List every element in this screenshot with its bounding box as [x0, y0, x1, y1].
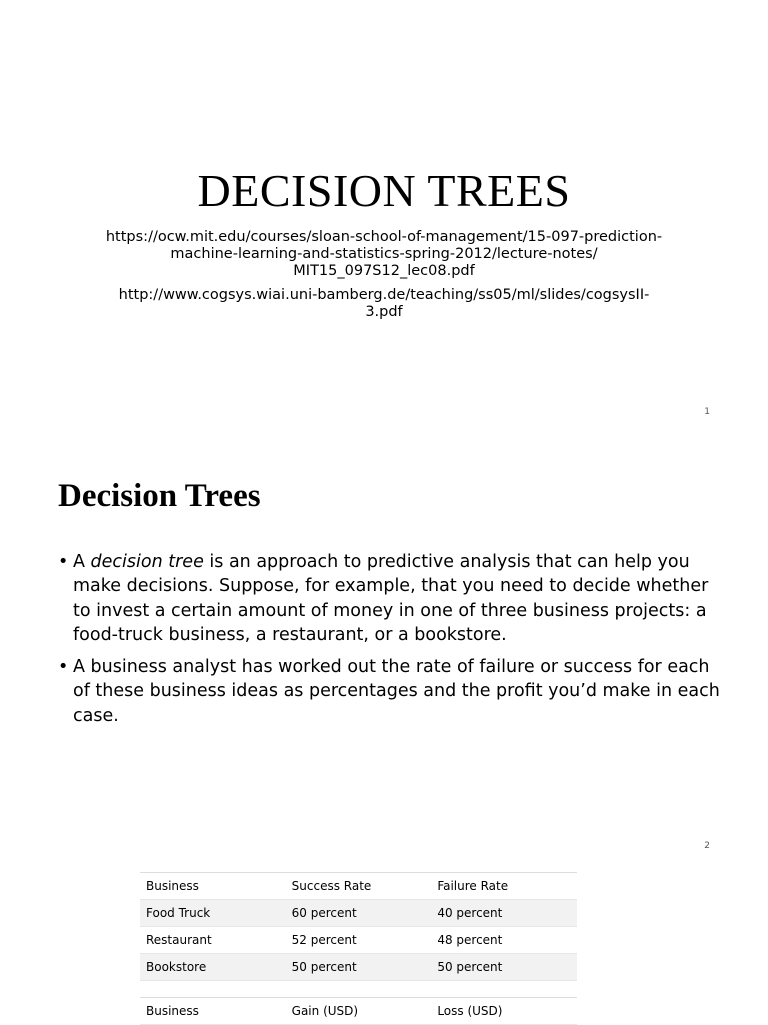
table-header-row: [140, 873, 577, 900]
table-header-cell: Success Rate: [291, 879, 372, 893]
table-cell: 40 percent: [431, 900, 577, 927]
slide-2: [0, 430, 768, 864]
gain-loss-table: [140, 997, 577, 1025]
table-row: [140, 900, 577, 927]
url-line: machine-learning-and-statistics-spring-2012/lecture-notes/: [170, 246, 598, 262]
table-row: [140, 927, 577, 954]
table-cell: Bookstore: [140, 954, 286, 981]
table-cell: 48 percent: [437, 933, 503, 947]
bullet-text: A business analyst has worked out the rate of failure or success for each of these business ideas as percentages and the profit you’d make in each case.: [73, 657, 720, 726]
bullet-icon: •: [58, 552, 69, 572]
table-cell: Food Truck: [140, 900, 286, 927]
table-header-cell: Loss (USD): [437, 1004, 503, 1018]
page-number: 1: [704, 407, 710, 417]
slide-title: Decision Trees: [58, 478, 261, 514]
bullet-emphasis: decision tree: [90, 552, 204, 572]
table-cell: 60 percent: [286, 900, 432, 927]
table-row: [140, 954, 577, 981]
table-cell: 50 percent: [431, 954, 577, 981]
table-header-cell: Failure Rate: [437, 879, 509, 893]
reference-links: [84, 229, 684, 328]
bullet-text: A: [73, 552, 91, 572]
table-header-cell: Business: [146, 1004, 199, 1018]
bullet-item: [58, 550, 723, 647]
table-cell: Restaurant: [146, 933, 212, 947]
reference-link-bamberg[interactable]: [84, 287, 684, 321]
table-cell: 52 percent: [291, 933, 357, 947]
bullet-list: [58, 550, 723, 736]
url-line: 3.pdf: [365, 304, 403, 320]
slide-3: [0, 864, 768, 1024]
url-line: MIT15_097S12_lec08.pdf: [293, 263, 475, 279]
url-line: https://ocw.mit.edu/courses/sloan-school-of-management/15-097-prediction-: [105, 229, 663, 245]
success-rate-table: [140, 872, 577, 981]
table-header-cell: Business: [146, 879, 199, 893]
bullet-icon: •: [58, 657, 69, 678]
slide-1: [0, 0, 768, 430]
table-header-row: [140, 998, 577, 1025]
table-cell: 50 percent: [286, 954, 432, 981]
table-header-cell: Gain (USD): [291, 1004, 359, 1018]
reference-link-mit[interactable]: [84, 229, 684, 280]
slide-title: DECISION TREES: [197, 165, 571, 216]
bullet-item: [58, 655, 723, 728]
page-number: 2: [704, 841, 710, 851]
url-line: http://www.cogsys.wiai.uni-bamberg.de/teaching/ss05/ml/slides/cogsysII-: [118, 287, 650, 303]
bullet-text: is an approach to predictive analysis that can help you make decisions. Suppose, for example, that you need to decide whether to invest a certain amount of money in one of three business projects: a food-truck business, a restaurant, or a bookstore.: [73, 552, 709, 645]
